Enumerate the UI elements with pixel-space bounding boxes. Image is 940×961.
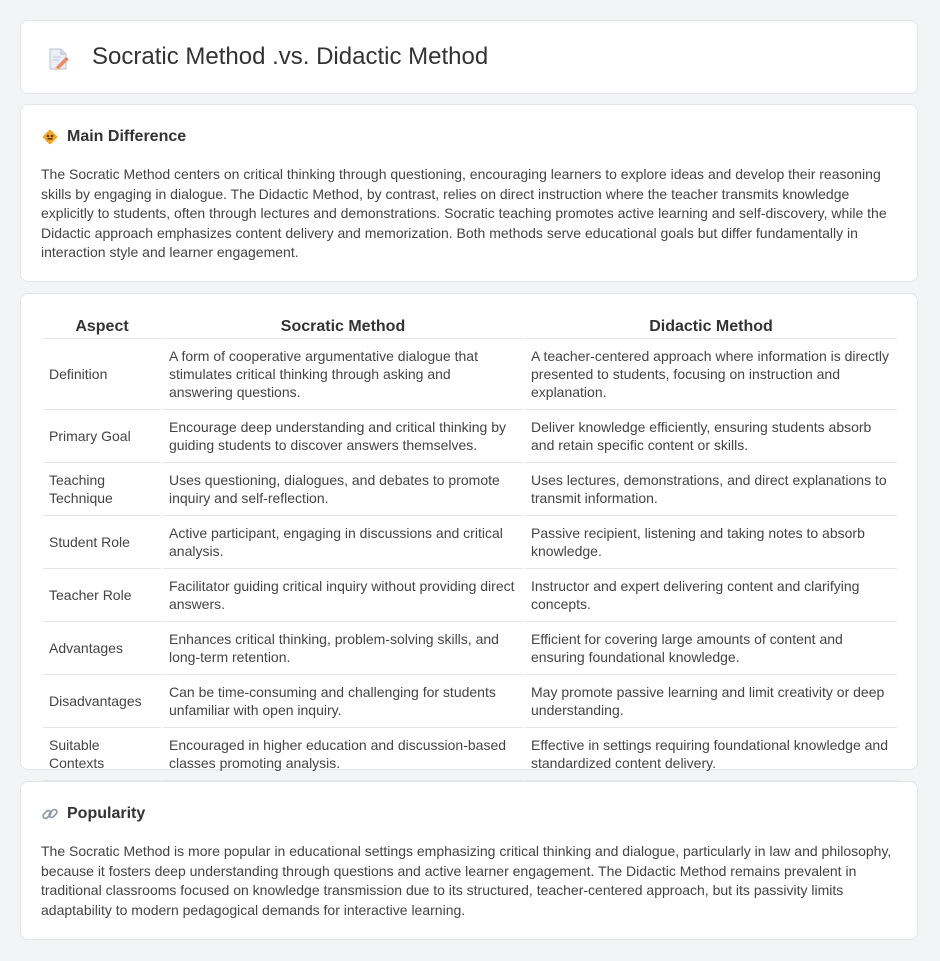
row-didactic: Effective in settings requiring foundational knowledge and standardized content delivery. [525,728,897,781]
main-difference-header [41,127,186,147]
row-socratic: A form of cooperative argumentative dialogue that stimulates critical thinking through asking and answering questions. [163,339,523,410]
document-pencil-icon [47,47,69,71]
table-row [43,339,897,410]
row-socratic: Enhances critical thinking, problem-solving skills, and long-term retention. [163,622,523,675]
header-socratic: Socratic Method [163,314,523,339]
page-title: Socratic Method .vs. Didactic Method [92,43,489,70]
row-aspect: Teacher Role [43,569,161,622]
row-didactic: Passive recipient, listening and taking notes to absorb knowledge. [525,516,897,569]
comparison-table [41,314,899,781]
row-socratic: Encourage deep understanding and critical thinking by guiding students to discover answers themselves. [163,410,523,463]
row-aspect: Disadvantages [43,675,161,728]
link-icon [41,805,59,823]
table-row [43,675,897,728]
row-aspect: Suitable Contexts [43,728,161,781]
row-didactic: Uses lectures, demonstrations, and direct explanations to transmit information. [525,463,897,516]
row-aspect: Primary Goal [43,410,161,463]
main-difference-text: The Socratic Method centers on critical thinking through questioning, encouraging learners to explore ideas and develop their reasoning skills by engaging in dialogue. The Didactic Method, by contrast, relies on direct instruction where the teacher transmits knowledge explicitly to students, often through lectures and demonstrations. Socratic teaching promotes active learning and self-discovery, while the Didactic approach emphasizes content delivery and memorization. Both methods serve educational goals but differ fundamentally in interaction style and learner engagement. [41,166,887,260]
row-didactic: Efficient for covering large amounts of content and ensuring foundational knowledge. [525,622,897,675]
table-row [43,622,897,675]
row-socratic: Can be time-consuming and challenging for students unfamiliar with open inquiry. [163,675,523,728]
main-difference-card [20,104,918,282]
row-didactic: May promote passive learning and limit creativity or deep understanding. [525,675,897,728]
popularity-header [41,804,145,824]
row-socratic: Facilitator guiding critical inquiry without providing direct answers. [163,569,523,622]
row-didactic: A teacher-centered approach where information is directly presented to students, focusing on instruction and explanation. [525,339,897,410]
table-row [43,569,897,622]
popularity-text: The Socratic Method is more popular in educational settings emphasizing critical thinking and dialogue, particularly in law and philosophy, because it fosters deep understanding through questions and active learner engagement. The Didactic Method remains prevalent in traditional classrooms focused on knowledge transmission due to its structured, teacher-centered approach, but its passivity limits adaptability to modern pedagogical demands for interactive learning. [41,843,892,918]
table-row [43,410,897,463]
table-row [43,728,897,781]
comparison-card [20,293,918,770]
table-header-row [43,314,897,339]
table-row [43,516,897,569]
title-card [20,20,918,94]
row-didactic: Instructor and expert delivering content and clarifying concepts. [525,569,897,622]
header-didactic: Didactic Method [525,314,897,339]
popularity-heading: Popularity [67,805,146,822]
row-socratic: Active participant, engaging in discussions and critical analysis. [163,516,523,569]
row-didactic: Deliver knowledge efficiently, ensuring students absorb and retain specific content or skills. [525,410,897,463]
row-aspect: Advantages [43,622,161,675]
row-socratic: Uses questioning, dialogues, and debates to promote inquiry and self-reflection. [163,463,523,516]
header-aspect: Aspect [43,314,161,339]
row-aspect: Teaching Technique [43,463,161,516]
row-socratic: Encouraged in higher education and discussion-based classes promoting analysis. [163,728,523,781]
popularity-card [20,781,918,940]
row-aspect: Student Role [43,516,161,569]
table-row [43,463,897,516]
row-aspect: Definition [43,339,161,410]
warning-sign-icon [41,128,59,146]
main-difference-heading: Main Difference [67,128,187,145]
